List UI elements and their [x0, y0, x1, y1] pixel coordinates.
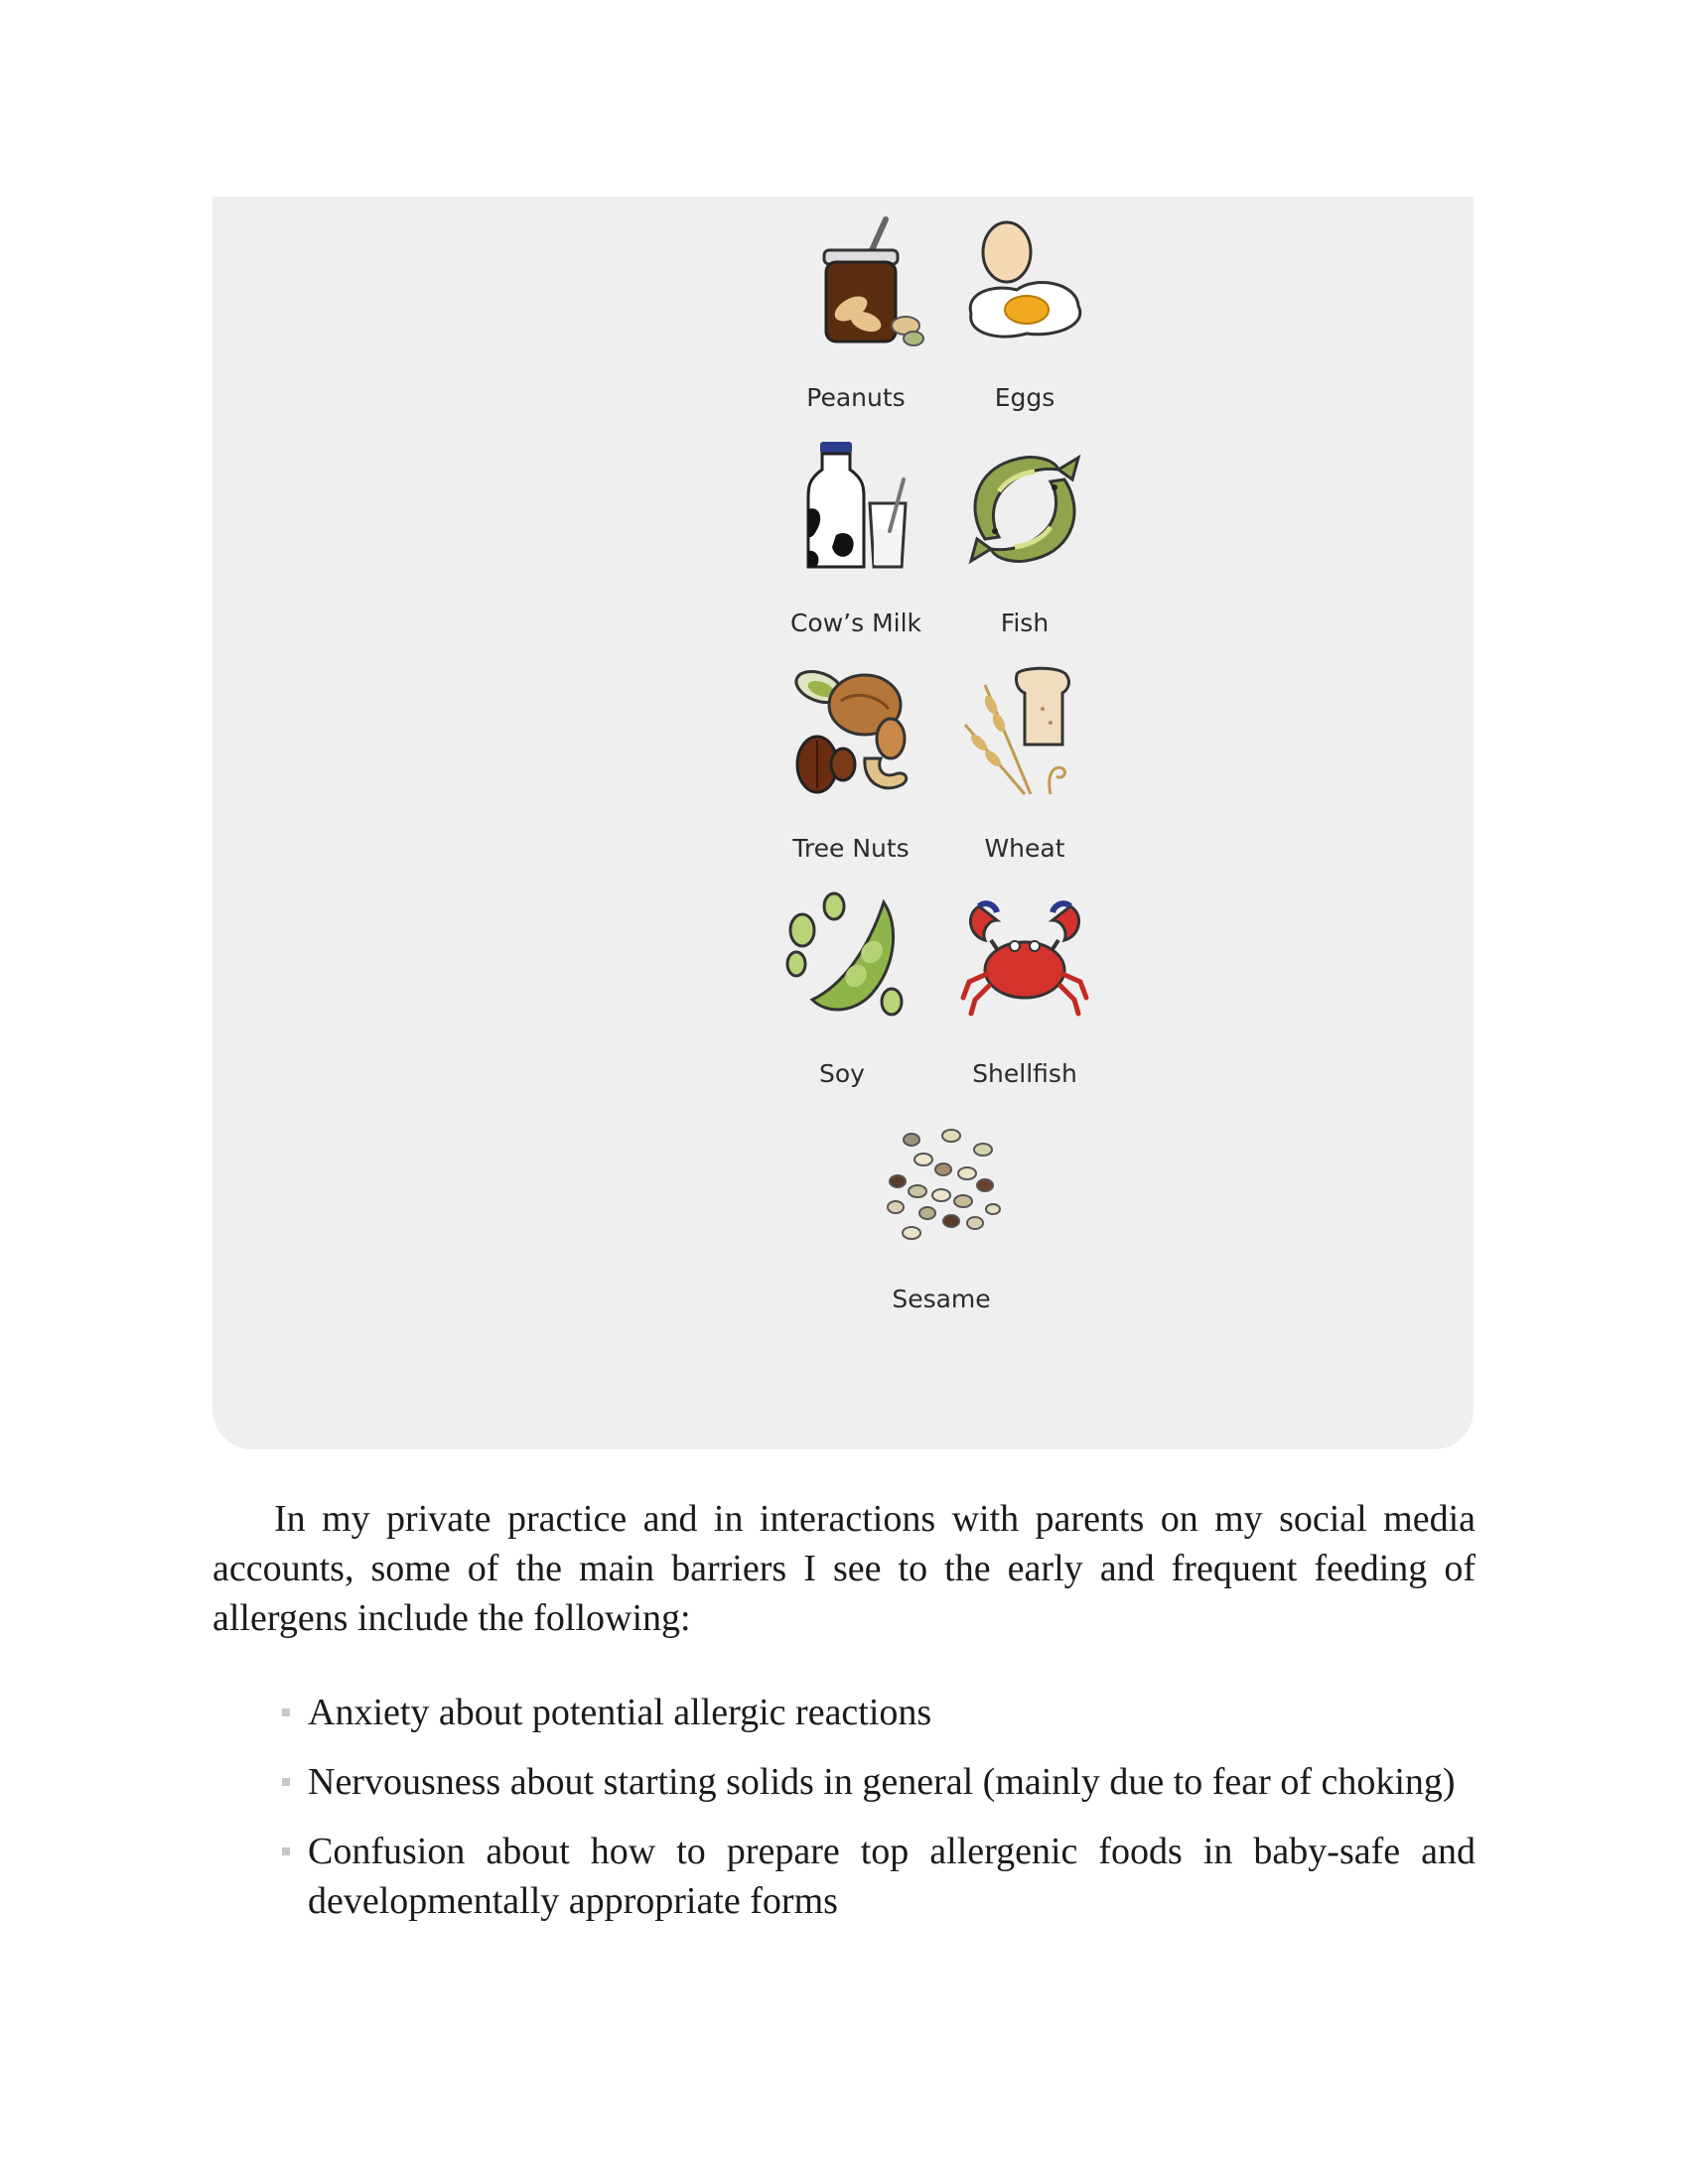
- list-item-text: Confusion about how to prepare top allergenic foods in baby-safe and developmentally appropriate forms: [308, 1831, 1476, 1922]
- list-item: [212, 1688, 1476, 1737]
- intro-paragraph: In my private practice and in interactions with parents on my social media accounts, some of the main barriers I see to the early and frequent feeding of allergens include the following:: [212, 1498, 1476, 1639]
- fish-icon: [955, 440, 1094, 579]
- allergen-wheat: [925, 665, 1124, 874]
- allergen-label: Peanuts: [806, 383, 906, 412]
- allergen-label: Sesame: [892, 1285, 991, 1313]
- egg-icon: [955, 214, 1094, 353]
- barriers-list: [212, 1688, 1476, 1946]
- sesame-seeds-icon: [872, 1116, 1011, 1255]
- bullet-icon: [282, 1847, 290, 1855]
- crab-icon: [955, 890, 1094, 1029]
- allergen-tree-nuts: [752, 665, 950, 874]
- allergen-label: Fish: [1000, 609, 1050, 637]
- list-item-text: Anxiety about potential allergic reactions: [308, 1692, 932, 1733]
- allergen-figure: [212, 197, 1474, 1449]
- allergen-eggs: [925, 214, 1124, 423]
- list-item-text: Nervousness about starting solids in general (mainly due to fear of choking): [308, 1761, 1456, 1803]
- list-item: [212, 1757, 1476, 1807]
- allergen-label: Wheat: [984, 834, 1065, 863]
- bullet-icon: [282, 1708, 290, 1716]
- soybean-pod-icon: [773, 890, 912, 1029]
- list-item: [212, 1827, 1476, 1926]
- bullet-icon: [282, 1778, 290, 1786]
- allergen-label: Soy: [819, 1059, 865, 1088]
- allergen-label: Eggs: [994, 383, 1055, 412]
- allergen-label: Shellfish: [972, 1059, 1077, 1088]
- allergen-soy: [743, 890, 941, 1099]
- allergen-fish: [925, 440, 1124, 648]
- allergen-sesame: [842, 1116, 1041, 1324]
- milk-bottle-icon: [786, 440, 925, 579]
- wheat-bread-icon: [955, 665, 1094, 804]
- tree-nuts-icon: [781, 665, 920, 804]
- allergen-shellfish: [925, 890, 1124, 1099]
- allergen-label: Cow’s Milk: [789, 609, 922, 637]
- allergen-label: Tree Nuts: [792, 834, 910, 863]
- peanut-butter-jar-icon: [786, 214, 925, 353]
